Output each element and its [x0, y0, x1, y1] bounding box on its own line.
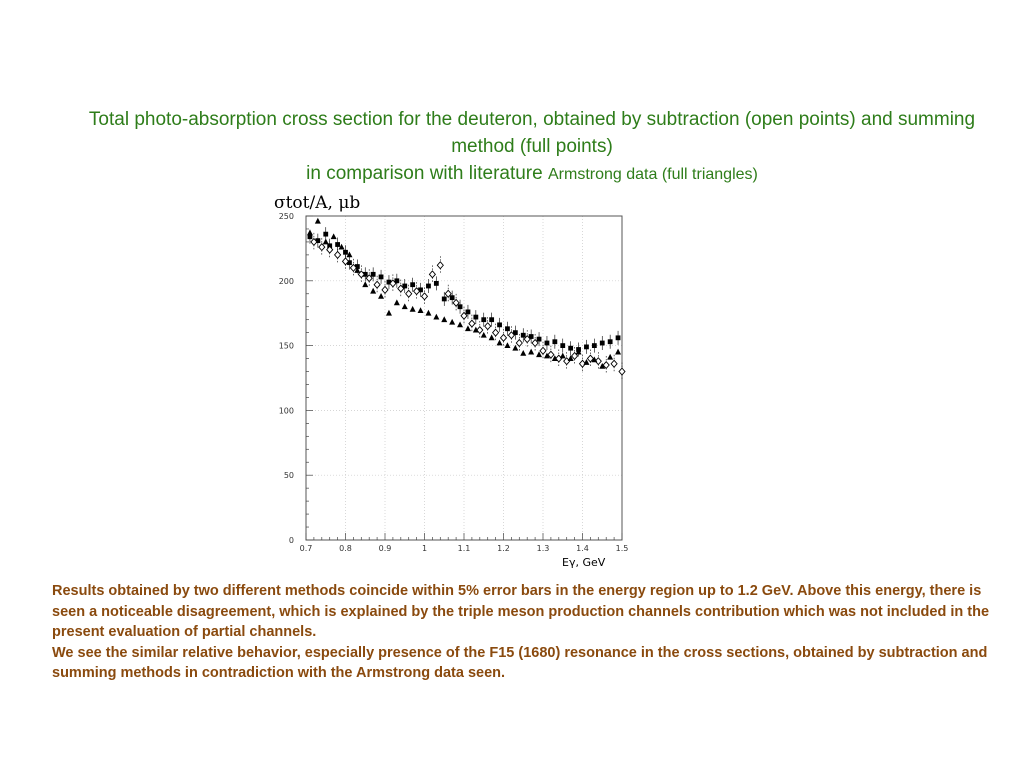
- open-point-marker: [382, 286, 388, 293]
- open-point-marker: [319, 244, 325, 251]
- full-point-marker: [458, 304, 463, 309]
- triangle-marker: [441, 316, 447, 322]
- full-point-marker: [410, 282, 415, 287]
- full-point-marker: [616, 335, 621, 340]
- full-point-marker: [450, 295, 455, 300]
- triangle-marker: [394, 299, 400, 305]
- x-tick-label: 0.8: [339, 544, 352, 553]
- triangle-marker: [465, 325, 471, 331]
- triangle-marker: [615, 349, 621, 355]
- full-point-marker: [434, 281, 439, 286]
- y-tick-label: 250: [278, 212, 294, 221]
- x-axis-label-unit: GeV: [578, 556, 606, 569]
- open-point-marker: [406, 290, 412, 297]
- full-point-marker: [343, 250, 348, 255]
- triangle-marker: [378, 293, 384, 299]
- open-point-marker: [437, 262, 443, 269]
- open-point-marker: [335, 251, 341, 258]
- x-tick-label: 1.4: [576, 544, 589, 553]
- triangle-marker: [433, 314, 439, 320]
- heading-line-1: Total photo-absorption cross section for the deuteron, obtained by subtraction (open points) and summing method (full points): [88, 109, 976, 157]
- triangle-marker: [425, 310, 431, 316]
- full-point-marker: [323, 232, 328, 237]
- full-point-marker: [505, 326, 510, 331]
- triangle-marker: [449, 319, 455, 325]
- open-point-marker: [611, 360, 617, 367]
- chart-heading: [60, 106, 1004, 188]
- description-paragraph-2: We see the similar relative behavior, especially presence of the F15 (1680) resonance in the cross sections, obtained by subtraction and summing methods in contradiction with the Armstrong data seen.: [52, 644, 988, 681]
- triangle-marker: [504, 342, 510, 348]
- full-point-marker: [584, 344, 589, 349]
- full-point-marker: [489, 317, 494, 322]
- heading-line-2: [60, 160, 1004, 188]
- y-axis-label: σtot/A, μb: [274, 193, 361, 213]
- triangle-marker: [370, 288, 376, 294]
- triangle-marker: [307, 229, 313, 235]
- full-point-marker: [568, 346, 573, 351]
- y-tick-label: 100: [278, 406, 294, 416]
- triangle-marker: [560, 353, 566, 359]
- triangle-marker: [520, 350, 526, 356]
- full-point-marker: [600, 341, 605, 346]
- open-point-marker: [493, 329, 499, 336]
- triangle-marker: [402, 303, 408, 309]
- full-point-marker: [473, 315, 478, 320]
- full-point-marker: [537, 337, 542, 342]
- triangle-marker: [323, 239, 329, 245]
- y-tick-label: 0: [288, 536, 294, 545]
- full-point-marker: [481, 317, 486, 322]
- open-point-marker: [485, 323, 491, 330]
- full-point-marker: [371, 272, 376, 277]
- x-axis-label: [562, 556, 606, 569]
- full-point-marker: [497, 322, 502, 327]
- x-tick-label: 0.7: [299, 544, 313, 553]
- x-tick-label: 0.9: [378, 544, 392, 553]
- full-point-marker: [592, 343, 597, 348]
- point-layer: [307, 218, 625, 381]
- open-point-marker: [540, 347, 546, 354]
- full-point-marker: [521, 333, 526, 338]
- cross-section-chart: [262, 190, 642, 574]
- x-tick-label: 1.1: [457, 544, 471, 553]
- open-point-marker: [619, 368, 625, 375]
- full-point-marker: [545, 341, 550, 346]
- triangle-marker: [331, 233, 337, 239]
- heading-line-2-main: in comparison with literature: [306, 163, 548, 184]
- heading-line-2-small: Armstrong data (full triangles): [547, 166, 758, 183]
- full-point-marker: [466, 310, 471, 315]
- y-tick-label: 200: [278, 276, 294, 286]
- full-point-marker: [379, 275, 384, 280]
- description-paragraph-1: Results obtained by two different methods coincide within 5% error bars in the energy region up to 1.2 GeV. Above this energy, there is seen a noticeable disagreement, which is explained by the triple meson production channels contribution which was not included in the present evaluation of partial channels.: [52, 583, 990, 640]
- open-point-marker: [501, 334, 507, 341]
- x-tick-label: 1.5: [615, 544, 629, 553]
- y-tick-label: 150: [278, 341, 294, 351]
- open-point-marker: [374, 281, 380, 288]
- triangle-marker: [410, 306, 416, 312]
- triangle-marker: [362, 281, 368, 287]
- triangle-marker: [497, 340, 503, 346]
- x-tick-label: 1.3: [536, 544, 550, 553]
- full-point-marker: [608, 339, 613, 344]
- x-axis-label-main: Eγ,: [562, 556, 579, 569]
- triangle-marker: [457, 321, 463, 327]
- y-tick-label: 50: [283, 471, 294, 481]
- triangle-marker: [528, 349, 534, 355]
- full-point-marker: [426, 284, 431, 289]
- open-point-marker: [516, 340, 522, 347]
- full-point-marker: [442, 297, 447, 302]
- triangle-marker: [315, 218, 321, 224]
- triangle-marker: [386, 310, 392, 316]
- triangle-marker: [489, 334, 495, 340]
- x-tick-label: 1.2: [497, 544, 510, 553]
- description: [52, 581, 1002, 684]
- x-tick-label: 1: [421, 544, 428, 553]
- triangle-marker: [607, 354, 613, 360]
- full-point-marker: [552, 339, 557, 344]
- tick-layer: [279, 212, 629, 553]
- open-point-marker: [429, 271, 435, 278]
- triangle-marker: [481, 332, 487, 338]
- open-point-marker: [469, 320, 475, 327]
- chart-svg: [262, 190, 642, 574]
- triangle-marker: [418, 307, 424, 313]
- full-point-marker: [560, 343, 565, 348]
- open-point-marker: [422, 293, 428, 300]
